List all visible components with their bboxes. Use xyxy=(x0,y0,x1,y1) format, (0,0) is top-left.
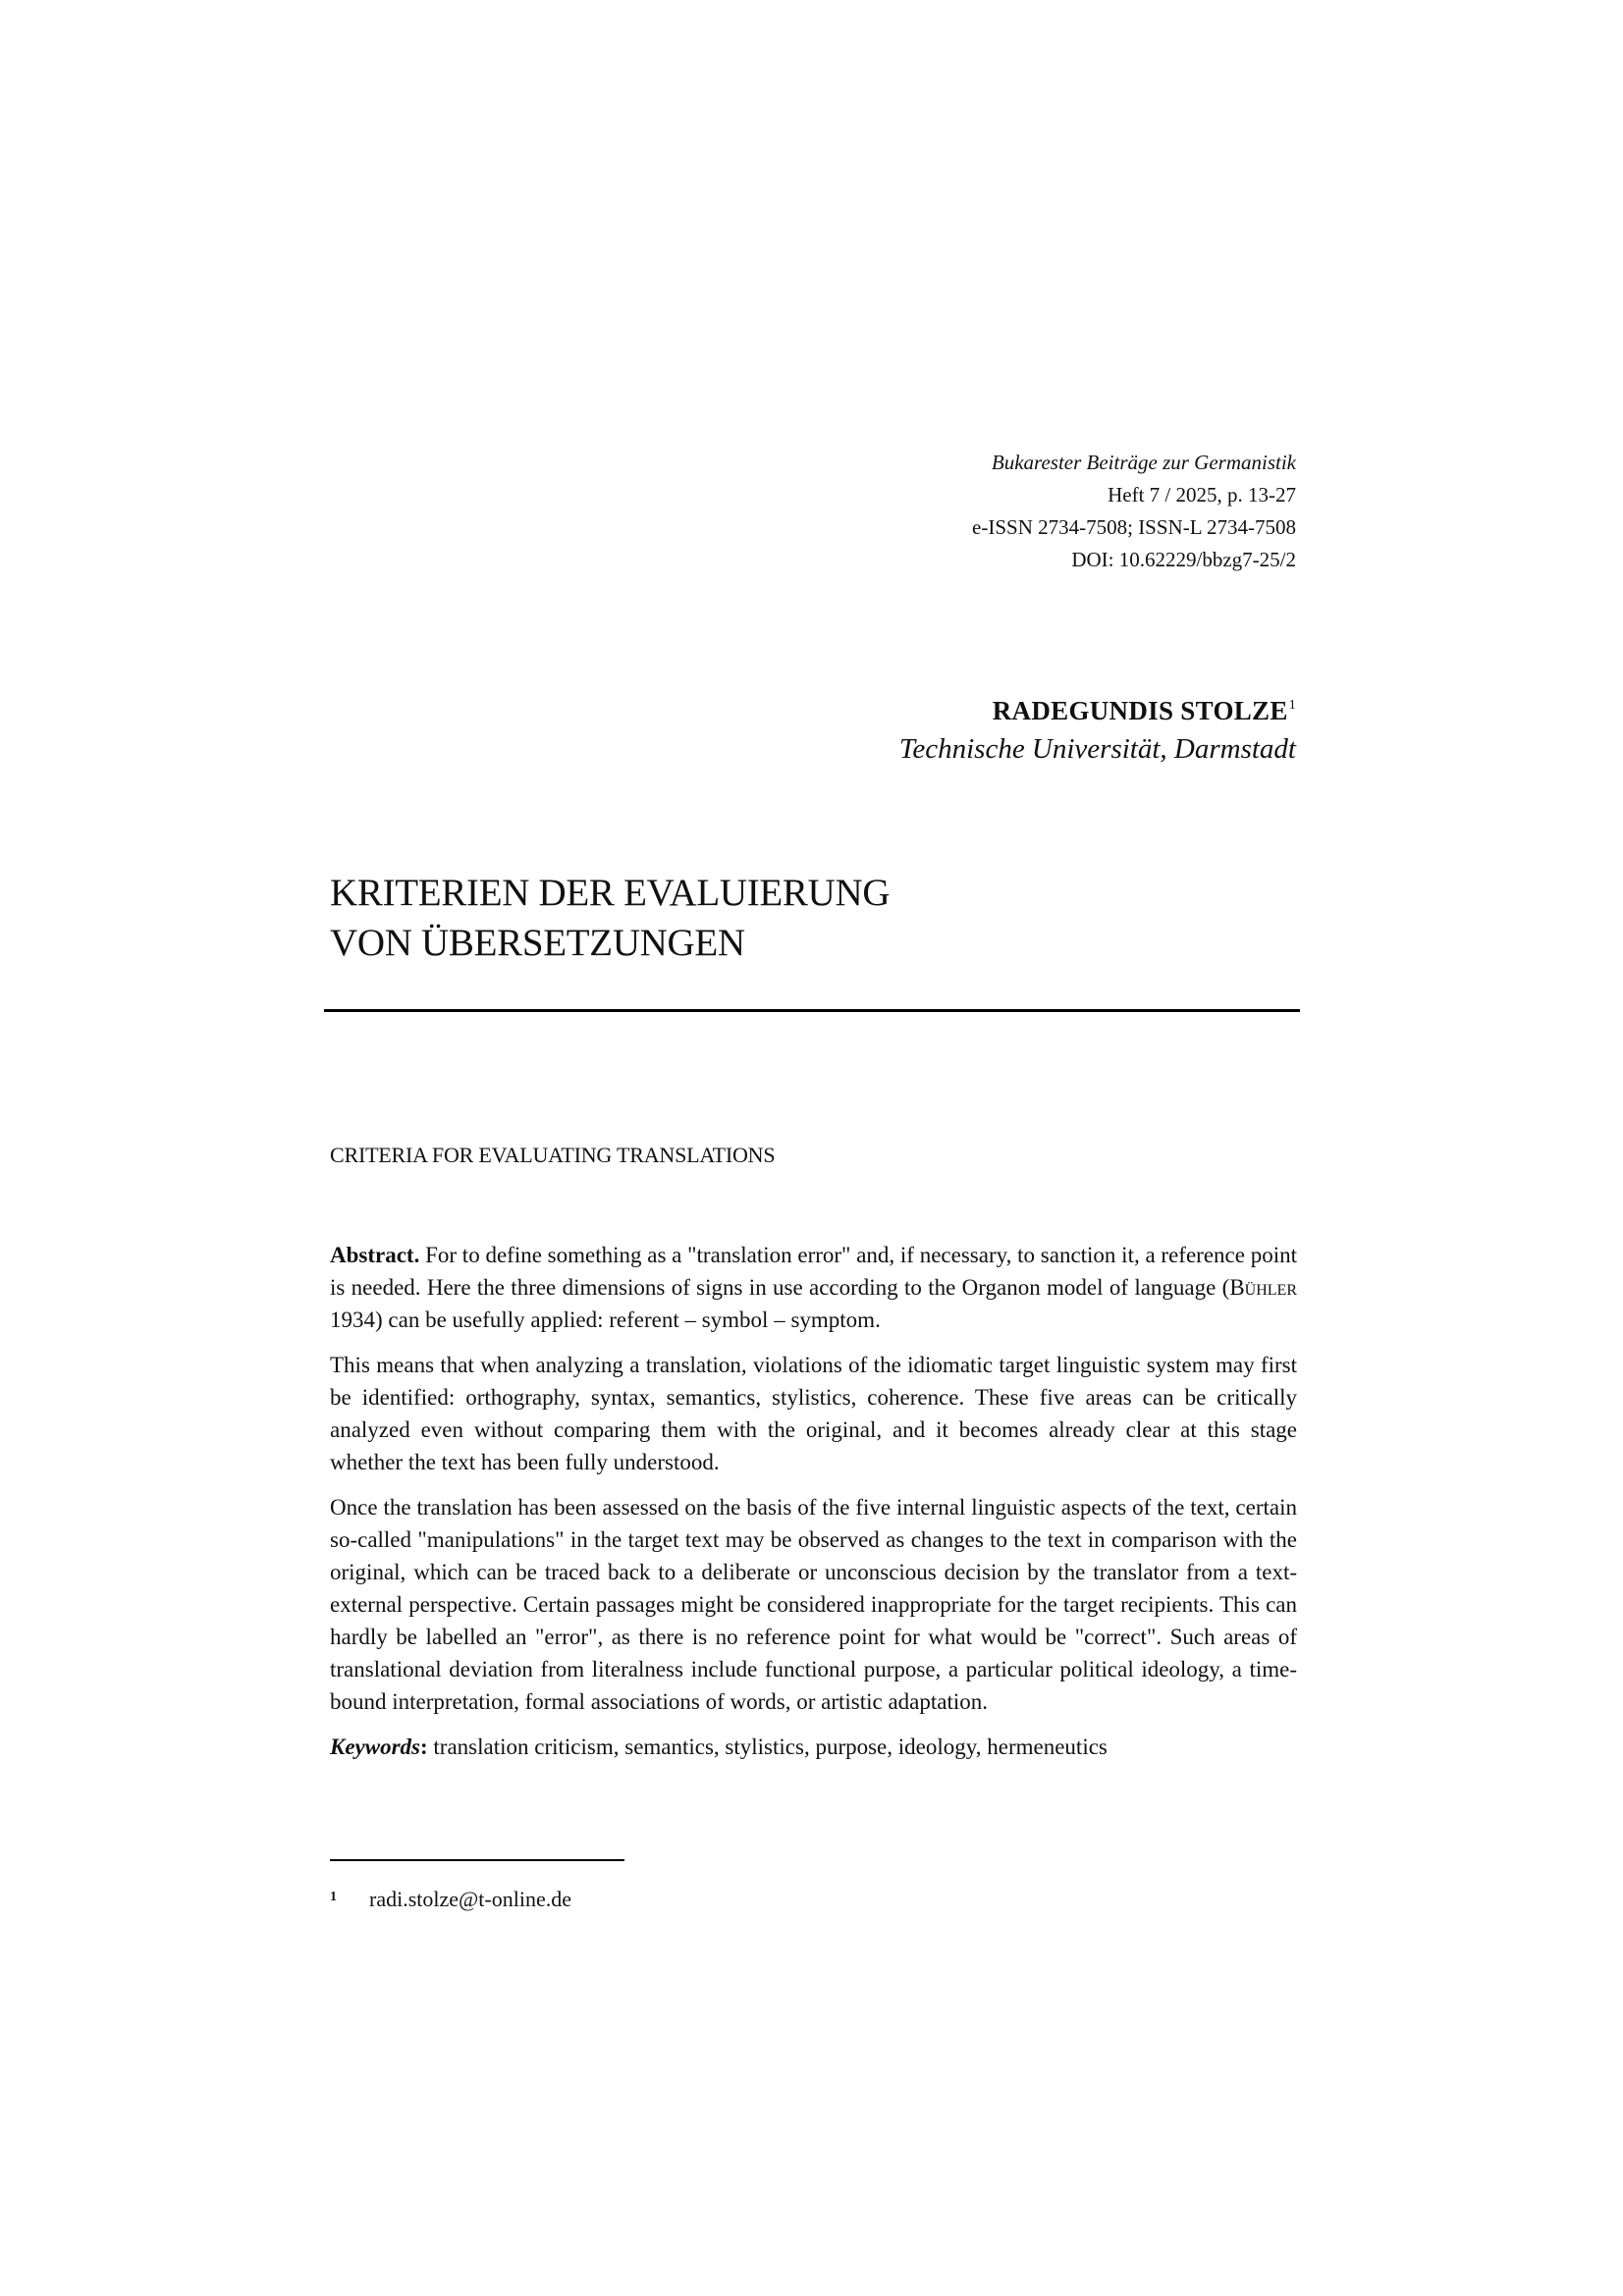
journal-issn: e-ISSN 2734-7508; ISSN-L 2734-7508 xyxy=(972,515,1296,539)
journal-issue: Heft 7 / 2025, p. 13-27 xyxy=(1108,483,1296,507)
title-line-1: KRITERIEN DER EVALUIERUNG xyxy=(330,872,891,914)
abstract-paragraph-3: Once the translation has been assessed on the basis of the five internal linguistic aspects of the text, certain so-called "manipulations" in the target text may be observed as changes to the text in comparison with the original, which can be traced back to a deliberate or unconscious decision by the translator from a text-external perspective. Certain passages might be considered inappropriate for the target recipients. This can hardly be labelled an "error", as there is no reference point for what would be "correct". Such areas of translational deviation from literalness include functional purpose, a particular political ideology, a time-bound interpretation, formal associations of words, or artistic adaptation. xyxy=(330,1495,1297,1714)
author-name-text: RADEGUNDIS STOLZE xyxy=(992,696,1288,725)
article-title xyxy=(330,868,1302,968)
author-name xyxy=(899,687,1296,729)
abstract-paragraph-2: This means that when analyzing a translation, violations of the idiomatic target linguistic system may first be identified: orthography, syntax, semantics, stylistics, coherence. These five areas can be critically analyzed even without comparing them with the original, and it becomes already clear at this stage whether the text has been fully understood. xyxy=(330,1353,1297,1474)
journal-name: Bukarester Beiträge zur Germanistik xyxy=(991,451,1296,474)
citation-author: Bühler xyxy=(1229,1275,1297,1300)
keywords xyxy=(330,1731,1297,1763)
keywords-text: translation criticism, semantics, stylistics, purpose, ideology, hermeneutics xyxy=(427,1735,1108,1759)
footnote-divider xyxy=(330,1859,624,1861)
journal-info xyxy=(972,447,1296,576)
title-divider xyxy=(324,1009,1300,1012)
abstract-section xyxy=(330,1239,1297,1776)
abstract-p1-text-b: 1934) can be usefully applied: referent – symbol – symptom. xyxy=(330,1308,881,1332)
title-line-2: VON ÜBERSETZUNGEN xyxy=(330,922,745,964)
keywords-colon: : xyxy=(420,1735,428,1759)
abstract-paragraph-1 xyxy=(330,1239,1297,1336)
author-affiliation: Technische Universität, Darmstadt xyxy=(898,733,1296,765)
keywords-label: Keywords xyxy=(330,1735,420,1759)
abstract-label: Abstract. xyxy=(330,1243,420,1267)
footnote-email[interactable]: radi.stolze@t-online.de xyxy=(369,1887,571,1911)
journal-doi: DOI: 10.62229/bbzg7-25/2 xyxy=(1071,548,1296,571)
english-title: CRITERIA FOR EVALUATING TRANSLATIONS xyxy=(330,1143,776,1167)
footnote xyxy=(330,1883,571,1914)
abstract-p1-text-a: For to define something as a "translation error" and, if necessary, to sanction it, a reference point is needed. Here the three dimensions of signs in use according to the Organon model of language ( xyxy=(330,1243,1297,1300)
author-block xyxy=(899,687,1296,769)
footnote-marker: 1 xyxy=(330,1890,337,1904)
author-footnote-marker[interactable]: 1 xyxy=(1288,698,1296,713)
